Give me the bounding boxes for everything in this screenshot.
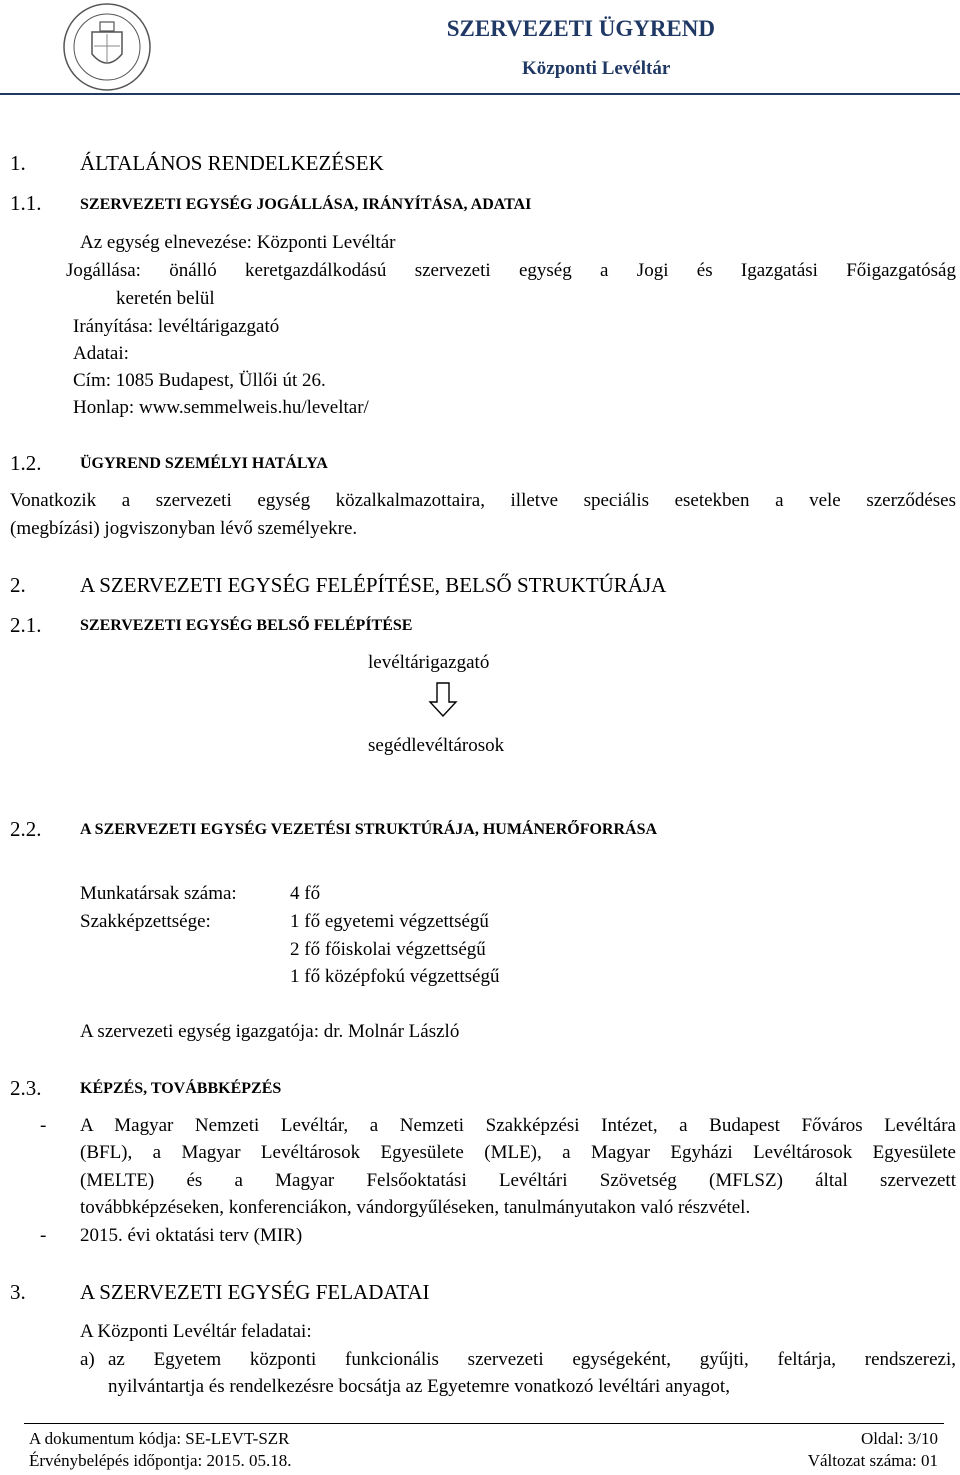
header-title: SZERVEZETI ÜGYREND [446, 16, 715, 41]
training-line-4: továbbképzéseken, konferenciákon, vándorgyűléseken, tanulmányutakon való részvétel. [80, 1197, 751, 1218]
training-line-2: (BFL), a Magyar Levéltárosok Egyesülete (MLE), a Magyar Egyházi Levéltárosok Egyesülete [80, 1142, 956, 1163]
org-chart-top: levéltárigazgató [368, 652, 490, 673]
header-subtitle: Központi Levéltár [522, 58, 671, 79]
section-2-1-number: 2.1. [10, 613, 42, 637]
training-line-3: (MELTE) és a Magyar Felsőoktatási Levéltári Szövetség (MFLSZ) által szervezett [80, 1170, 956, 1191]
qualification-1: 1 fő egyetemi végzettségű [290, 911, 489, 932]
address: Cím: 1085 Budapest, Üllői út 26. [73, 370, 326, 391]
document-code: A dokumentum kódja: SE-LEVT-SZR [29, 1429, 290, 1448]
governance: Irányítása: levéltárigazgató [73, 316, 280, 337]
university-seal-logo [62, 2, 152, 92]
training-line-1: A Magyar Nemzeti Levéltár, a Nemzeti Szakképzési Intézet, a Budapest Főváros Levéltára [80, 1115, 956, 1136]
scope-line-1: Vonatkozik a szervezeti egység közalkalmazottaira, illetve speciális esetekben a vele szerződéses [10, 490, 956, 511]
section-2-3-number: 2.3. [10, 1076, 42, 1100]
qualification-2: 2 fő főiskolai végzettségű [290, 939, 486, 960]
task-a-label: a) [80, 1349, 95, 1370]
section-1-1-number: 1.1. [10, 191, 42, 215]
section-2-title: A SZERVEZETI EGYSÉG FELÉPÍTÉSE, BELSŐ STRUKTÚRÁJA [80, 573, 667, 597]
bullet-dash-1: - [40, 1115, 47, 1136]
section-2-2-number: 2.2. [10, 817, 42, 841]
qualification-label: Szakképzettsége: [80, 911, 211, 932]
header-rule [0, 93, 960, 95]
staff-label: Munkatársak száma: [80, 883, 237, 904]
version-number: Változat száma: 01 [807, 1451, 938, 1470]
qualification-3: 1 fő középfokú végzettségű [290, 966, 500, 987]
section-2-3-title: KÉPZÉS, TOVÁBBKÉPZÉS [80, 1080, 282, 1097]
homepage: Honlap: www.semmelweis.hu/leveltar/ [73, 397, 369, 418]
tasks-intro: A Központi Levéltár feladatai: [80, 1321, 312, 1342]
down-arrow-icon [428, 682, 458, 718]
section-1-number: 1. [10, 151, 26, 175]
effective-date: Érvénybelépés időpontja: 2015. 05.18. [29, 1451, 292, 1470]
org-chart-bottom: segédlevéltárosok [368, 735, 505, 756]
unit-director: A szervezeti egység igazgatója: dr. Molnár László [80, 1021, 460, 1042]
section-2-1-title: SZERVEZETI EGYSÉG BELSŐ FELÉPÍTÉSE [80, 617, 413, 634]
section-1-1-title: SZERVEZETI EGYSÉG JOGÁLLÁSA, IRÁNYÍTÁSA, ADATAI [80, 196, 532, 213]
staff-value: 4 fő [290, 883, 321, 904]
legal-status: Jogállása: önálló keretgazdálkodású szervezeti egység a Jogi és Igazgatási Főigazgatóság [66, 260, 956, 281]
section-1-title: ÁLTALÁNOS RENDELKEZÉSEK [80, 151, 384, 175]
section-1-2-title: ÜGYREND SZEMÉLYI HATÁLYA [80, 455, 328, 472]
page-number: Oldal: 3/10 [861, 1429, 938, 1448]
section-3-title: A SZERVEZETI EGYSÉG FELADATAI [80, 1280, 430, 1304]
footer-rule [24, 1423, 944, 1424]
section-3-number: 3. [10, 1280, 26, 1304]
task-a-line-1: az Egyetem központi funkcionális szervezeti egységeként, gyűjti, feltárja, rendszerezi, [108, 1349, 956, 1370]
training-plan: 2015. évi oktatási terv (MIR) [80, 1225, 303, 1246]
task-a-line-2: nyilvántartja és rendelkezésre bocsátja az Egyetemre vonatkozó levéltári anyagot, [108, 1376, 730, 1397]
unit-name: Az egység elnevezése: Központi Levéltár [80, 232, 396, 253]
section-1-2-number: 1.2. [10, 451, 42, 475]
section-2-2-title: A SZERVEZETI EGYSÉG VEZETÉSI STRUKTÚRÁJA, HUMÁNERŐFORRÁSA [80, 821, 658, 838]
data-label: Adatai: [73, 343, 129, 364]
scope-line-2: (megbízási) jogviszonyban lévő személyekre. [10, 518, 358, 539]
bullet-dash-2: - [40, 1225, 47, 1246]
legal-status-cont: keretén belül [116, 288, 215, 309]
section-2-number: 2. [10, 573, 26, 597]
